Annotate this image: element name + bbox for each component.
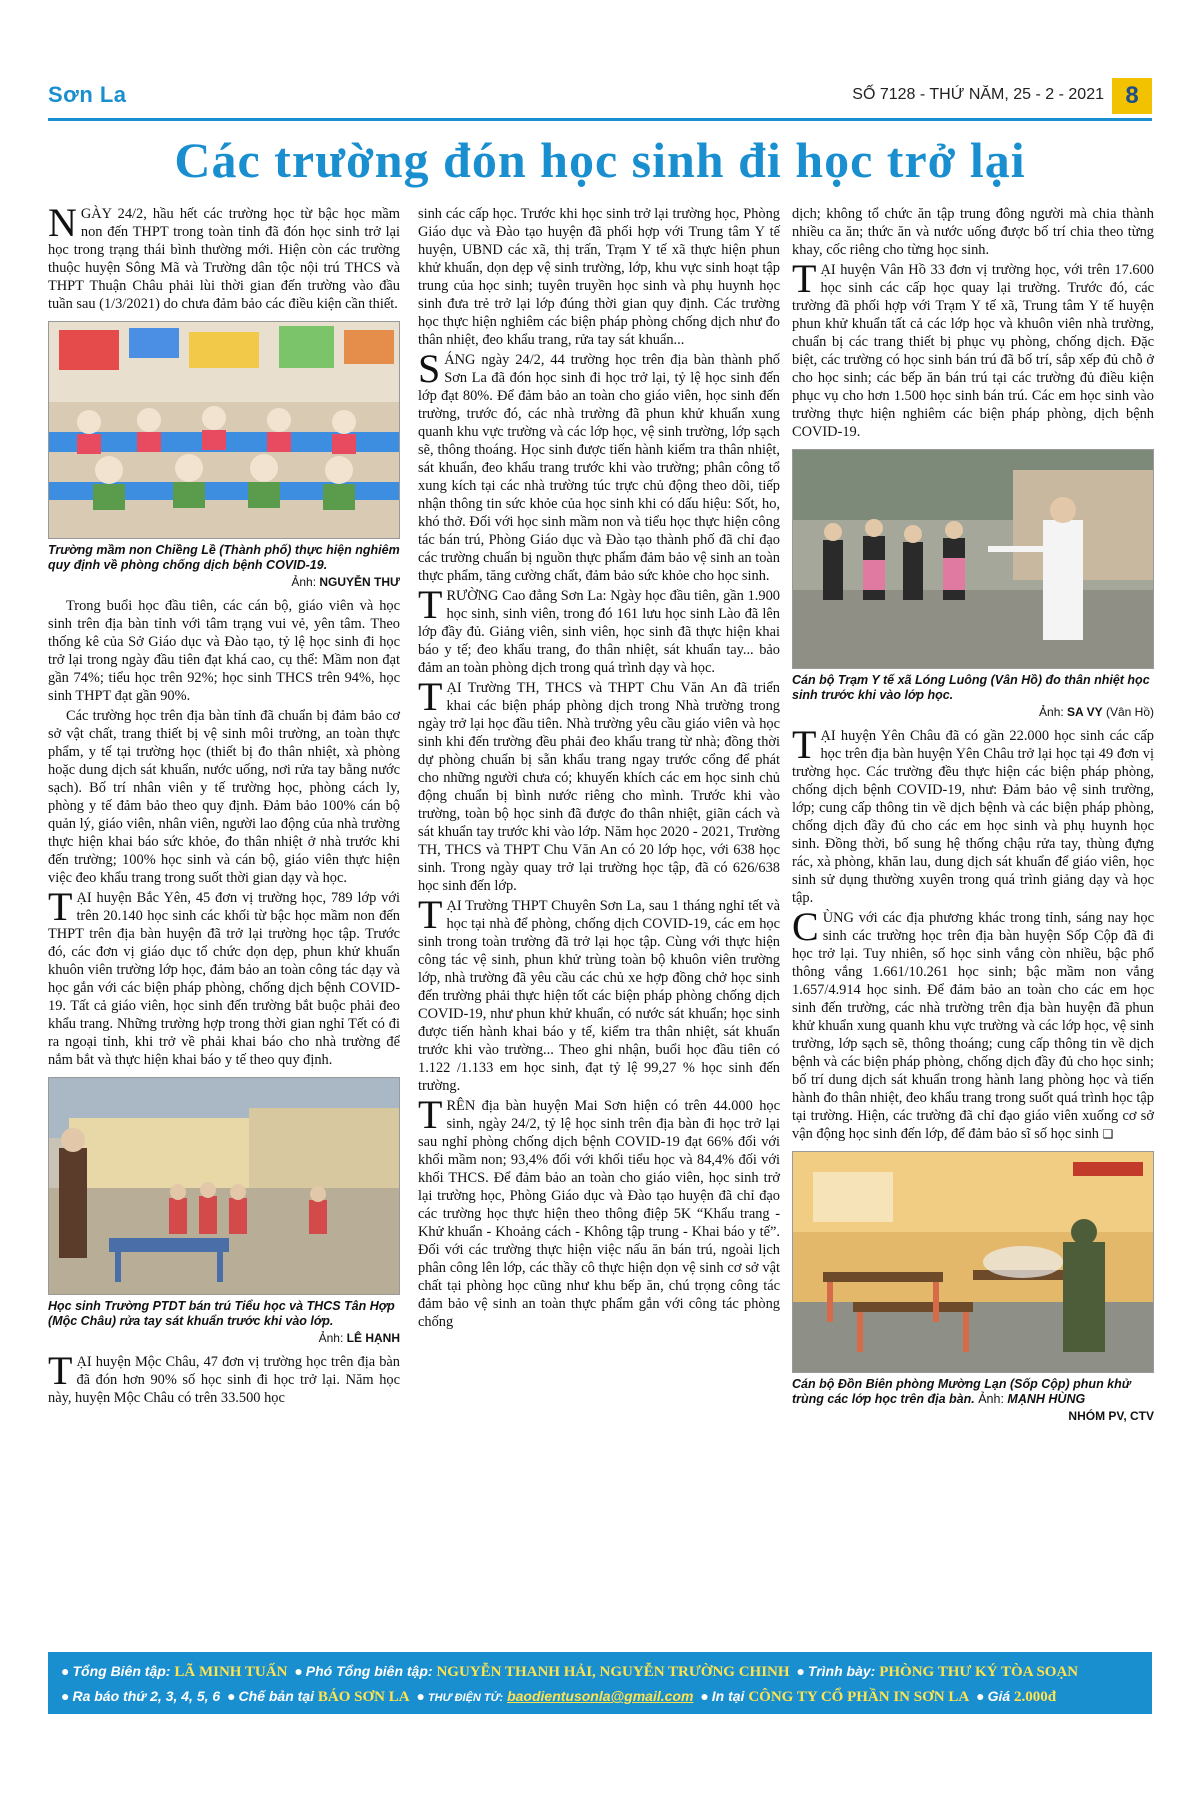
drop-cap: T [418,674,443,719]
drop-cap: T [48,884,73,929]
article-column-2 [418,205,780,1333]
credit-name: LÊ HẠNH [346,1331,400,1345]
paragraph-text: ẠI Trường THPT Chuyên Sơn La, sau 1 tháng nghỉ tết và học tại nhà để phòng, chống dịch COVID-19, các em học sinh trong toàn trường đã trở lại học tập. Cùng với thực hiện công tác vệ sinh, phun khử trùng toàn bộ khuôn viên trường lớp, nhà trường đã yêu cầu các chủ xe hợp đồng chở học sinh đến trường phải thực hiện tốt các biện pháp phòng chống dịch COVID-19, như phun khử khuẩn, có nước sát khuẩn; học sinh được tiến hành khai báo y tế, kiểm tra thân nhiệt, sát khuẩn trước khi vào trường... Theo ghi nhận, buổi học đầu tiên có 1.122 /1.133 em học sinh, đạt tỷ lệ 99,27 % học sinh đến trường. [418,898,780,1094]
footer-row-2: ● Ra báo thứ 2, 3, 4, 5, 6 ● Chế bản tại BÁO SƠN LA ● THƯ ĐIỆN TỬ: baodientusonla@gmail.com ● In tại CÔNG TY CỔ PHẦN IN SƠN LA ● Giá 2.000đ [61,1688,1057,1705]
intro-text: GÀY 24/2, hầu hết các trường học từ bậc học mầm non đến THPT trong toàn tỉnh đã đón học sinh trở lại học trong trạng thái bình thường mới. Hiện còn các trường thuộc huyện Sông Mã và Trường dân tộc nội trú THCS và THPT Thuận Châu phải lùi thời gian đến trường vào đầu tuần sau (1/3/2021) do chưa đảm bảo các điều kiện cần thiết. [48,206,400,312]
drop-cap: T [48,1348,73,1393]
credit-name: NGUYỄN THƯ [319,575,400,589]
paragraph-text: ẠI huyện Mộc Châu, 47 đơn vị trường học trên địa bàn đã đón hơn 90% số học sinh đi học trở lại. Năm học này, huyện Mộc Châu có trên 33.500 học [48,1354,400,1406]
paragraph-text: ẠI huyện Vân Hồ 33 đơn vị trường học, với trên 17.600 học sinh các cấp học quay lại trường. Trước đó, các trường đã phối hợp với Trạm Y tế xã, Trung tâm Y tế huyện phun khử khuẩn tất cả các lớp học và khuôn viên nhà trường, chuẩn bị các trang thiết bị phục vụ phòng, chống dịch. Đặc biệt, các trường có học sinh bán trú đã bố trí, sắp xếp đủ chỗ ở cho học sinh; các bếp ăn bán trú tại các trường đủ điều kiện phục vụ cho hơn 1.500 học sinh bán trú. Các em học sinh vào trường thực hiện nghiêm các biện pháp phòng, dịch bệnh COVID-19. [792,262,1154,440]
paragraph-text: ẠI huyện Yên Châu đã có gần 22.000 học sinh các cấp học trên địa bàn huyện Yên Châu trở lại học tại 49 đơn vị trường học. Các trường đều thực hiện các biện pháp phòng, chống dịch bệnh COVID-19, như: Đảm bảo vệ sinh trường, lớp; cung cấp thông tin về dịch bệnh và các biện pháp phòng, chống dịch đầy đủ cho các em học sinh và phụ huynh học sinh. Đồng thời, bố sung hệ thống chậu rửa tay, thùng đựng rác, xà phòng, khăn lau, dung dịch sát khuẩn để giáo viên, học sinh sử dụng thường xuyên trong quá trình giảng dạy và học tập. [792,728,1154,906]
paragraph-text: RÊN địa bàn huyện Mai Sơn hiện có trên 44.000 học sinh, ngày 24/2, tỷ lệ học sinh trên địa bàn đi học trở lại sau nghỉ phòng chống dịch bệnh COVID-19 đạt 66% đối với khối mầm non; 93,4% đối với khối tiểu học và 84,4% đối với khối THCS. Để đảm bảo an toàn cho giáo viên, học sinh trở lại trường học, Phòng Giáo dục và Đào tạo huyện đã chỉ đạo các trường học thực hiện theo thông điệp 5K “Khẩu trang - Khử khuẩn - Khoảng cách - Không tập trung - Khai báo y tế”. Đối với các trường thực hiện việc nấu ăn bán trú, ngoài lịch phân công lên lớp, các thầy cô thực hiện dọn vệ sinh cơ sở vật chất tại phòng học cũng như khu bếp ăn, chú trọng công tác đảm bảo vệ sinh an toàn thực phẩm gắn với công tác phòng chống [418,1098,780,1330]
end-mark: ❑ [1102,1127,1114,1141]
intro-paragraph [48,200,400,313]
masthead-footer [48,1652,1152,1714]
price-label: Giá [987,1688,1011,1704]
newspaper-brand: Sơn La [48,82,127,107]
editor-name: LÃ MINH TUẤN [174,1664,288,1680]
layout-label: Trình bày: [807,1663,876,1679]
body-paragraph: Các trường học trên địa bàn tỉnh đã chuẩn bị đảm bảo cơ sở vật chất, trang thiết bị vệ sinh môi trường, an toàn thực phẩm, y tế tại trường học (thiết bị đo thân nhiệt, xà phòng hoặc dung dịch sát khuẩn, nước uống, nơi rửa tay bằng nước sạch). Bố trí nhân viên y tế trường học, phòng cách ly, phòng y tế đảm bảo theo quy định. Đảm bảo 100% cán bộ quản lý, giáo viên, nhân viên, người lao động của nhà trường thực hiện khai báo sức khỏe, đo thân nhiệt ở nhà trước khi đến trường; 100% học sinh và cán bộ, giáo viên thực hiện việc đeo khẩu trang trong suốt thời gian dạy và học. [48,708,400,886]
team-name: NHÓM PV, CTV [1068,1409,1154,1423]
paragraph-text: RƯỜNG Cao đẳng Sơn La: Ngày học đầu tiên, gần 1.900 học sinh, sinh viên, trong đó 161 lưu học sinh Lào đã lên lớp đầy đủ. Giảng viên, sinh viên, học sinh đã thực hiện khai báo y tế; đeo khẩu trang, đo thân nhiệt, sát khuẩn tay... bảo đảm an toàn phòng dịch trong quá trình dạy và học. [418,588,780,676]
layout-dept: PHÒNG THƯ KÝ TÒA SOẠN [879,1664,1079,1680]
page-number: 8 [1112,78,1152,114]
photo-caption [792,1377,1154,1407]
body-paragraph [418,1092,780,1331]
body-paragraph [48,1348,400,1407]
temperature-check-photo [792,449,1154,669]
article-column-3 [792,205,1154,1431]
print-label: Chế bản tại [238,1688,315,1704]
body-paragraph [418,582,780,677]
body-paragraph [48,884,400,1069]
paragraph-text: ẠI Trường TH, THCS và THPT Chu Văn An đã triển khai các biện pháp phòng dịch trong Nhà trường trong ngày trở lại học đầu tiên. Nhà trường yêu cầu giáo viên và học sinh khi đến trường đều phải đeo khẩu trang từ nhà; đồng thời dự phòng chuẩn bị sẵn khẩu trang ngay trước cổng để phát cho những người chưa có; khuyến khích các em học sinh chủ động chuẩn bị bình nước riêng cho mình. Trước khi vào trường, toàn bộ học sinh đã được đo thân nhiệt, giãn cách và sát khuẩn tay trước khi vào lớp. Năm học 2020 - 2021, Trường TH, THCS và THPT Chu Văn An có 20 lớp học, với 638 học sinh. Trong ngày quay trở lại trường học tập, đã có 626/638 học sinh đến lớp. [418,680,780,894]
credit-label: Ảnh: [1039,705,1064,719]
drop-cap: T [418,892,443,937]
article-headline: Các trường đón học sinh đi học trở lại [174,132,1026,188]
paragraph-text: ÙNG với các địa phương khác trong tỉnh, sáng nay học sinh các trường học trên địa bàn huyện Sốp Cộp đã đi học trở lại. Tuy nhiên, số học sinh vắng còn nhiều, bậc phổ thông vắng 1.661/10.261 học sinh; bậc mầm non vắng 1.657/4.914 học sinh. Để đảm bảo an toàn cho các em học sinh đến trường, các nhà trường trên địa bàn huyện đã phun khử khuẩn xung quanh khu vực trường và các lớp học, vệ sinh trường, lớp sạch sẽ, thông thoáng; cung cấp thông tin về dịch bệnh và các biện pháp phòng, chống dịch đầy đủ cho học sinh; bố trí dung dịch sát khuẩn trong hành lang phòng học và tiến hành đo thân nhiệt, đeo khẩu trang trong suốt quá trình học tập tại trường. Hiện, các trường đã chỉ đạo giáo viên xuống cơ sở vận động học sinh đến lớp, để đảm bảo sĩ số học sinh [792,910,1154,1142]
header-divider [48,118,1152,121]
credit-suffix: (Vân Hồ) [1105,705,1154,719]
disinfection-illustration [793,1152,1154,1373]
credit-name: MẠNH HÙNG [1007,1392,1086,1406]
classroom-illustration [49,322,400,539]
photo-credit [792,703,1154,721]
body-paragraph [792,722,1154,907]
schoolyard-handwash-photo [48,1077,400,1295]
schedule-label: Ra báo thứ 2, 3, 4, 5, 6 [72,1688,221,1704]
body-paragraph: sinh các cấp học. Trước khi học sinh trở lại trường học, Phòng Giáo dục và Đào tạo huyện đã phối hợp với Trung tâm Y tế huyện, UBND các xã, thị trấn, Trạm Y tế xã thực hiện phun khử khuẩn, dọn dẹp vệ sinh trường, lớp, khu vực sinh hoạt tập trung của học sinh; tuyên truyền học sinh và phụ huynh học sinh đưa trẻ trở lại lớp đúng thời gian quy định. Các trường học thực hiện nghiêm các biện pháp phòng chống dịch như đo thân nhiệt, đeo khẩu trang, rửa tay sát khuẩn... [418,206,780,348]
printer-name: CÔNG TY CỔ PHẦN IN SƠN LA [748,1689,970,1705]
paragraph-text: ÁNG ngày 24/2, 44 trường học trên địa bàn thành phố Sơn La đã đón học sinh đi học trở lại, tỷ lệ học sinh đến lớp đạt 80%. Để đảm bảo an toàn cho giáo viên, học sinh đến trường, trước đó, các nhà trường đã phun khử khuẩn xung quanh khu vực trường và các lớp học, vệ sinh trường, lớp sạch sẽ, thông thoáng. Học sinh được tiến hành kiểm tra thân nhiệt, sát khuẩn, đeo khẩu trang trước khi vào trường; phân công tổ xung kích tại các nhà trường túc trực chủ động theo dõi, tiếp nhận thông tin sức khỏe của học sinh khi có dấu hiệu: Sốt, ho, khó thở. Đối với học sinh mầm non và tiểu học thực hiện công tác bán trú, Phòng Giáo dục và Đào tạo thành phố đã chỉ đạo các trường chuẩn bị nguồn thực phẩm đảm bảo vệ sinh an toàn thực phẩm, tăng cường chất, đảm bảo sức khỏe cho học sinh. [418,352,780,584]
reporter-team [792,1407,1154,1425]
print-location: BÁO SƠN LA [317,1689,410,1705]
price-value: 2.000đ [1014,1689,1057,1705]
temperature-check-illustration [793,450,1154,669]
drop-cap: T [418,582,443,627]
issue-info: SỐ 7128 - THỨ NĂM, 25 - 2 - 2021 [852,86,1104,103]
body-paragraph: Trong buổi học đầu tiên, các cán bộ, giáo viên và học sinh trên địa bàn tỉnh với tâm trạng vui vẻ, yên tâm. Theo thống kê của Sở Giáo dục và Đào tạo, tỷ lệ học sinh đi học trở lại trong ngày đầu tiên đạt khá cao, cụ thể: Mầm non đạt gần 74%; tiểu học trên 92%; học sinh THCS trên 94%, học sinh THPT đạt gần 90%. [48,598,400,704]
page-header [48,80,1152,114]
drop-cap: S [418,346,441,391]
drop-cap: C [792,904,819,949]
photo-caption: Trường mầm non Chiềng Lề (Thành phố) thực hiện nghiêm quy định về phòng chống dịch bệnh COVID-19. [48,543,400,572]
email-link[interactable]: baodientusonla@gmail.com [507,1688,694,1704]
article-column-1 [48,200,400,1409]
credit-label: Ảnh: [318,1331,344,1345]
disinfection-spraying-photo [792,1151,1154,1373]
footer-row-1: ● Tổng Biên tập: LÃ MINH TUẤN ● Phó Tổng biên tập: NGUYỄN THANH HẢI, NGUYỄN TRƯỜNG CHINH ● Trình bày: PHÒNG THƯ KÝ TÒA SOẠN [61,1663,1079,1680]
caption-text: Cán bộ Đồn Biên phòng Mường Lạn (Sốp Cộp) phun khử trùng các lớp học trên địa bàn. [792,1377,1131,1406]
photo-caption: Học sinh Trường PTDT bán trú Tiểu học và THCS Tân Hợp (Mộc Châu) rửa tay sát khuẩn trước khi vào lớp. [48,1299,395,1328]
credit-label: Ảnh: [291,575,317,589]
body-paragraph [792,256,1154,441]
email-label: THƯ ĐIỆN TỬ: [427,1692,504,1704]
photo-credit [48,573,400,591]
photo-credit [48,1329,400,1347]
photo-caption: Cán bộ Trạm Y tế xã Lóng Luông (Vân Hồ) đo thân nhiệt học sinh trước khi vào lớp học. [792,673,1150,702]
printer-label: In tại [711,1688,745,1704]
body-paragraph [792,904,1154,1143]
paragraph-text: ẠI huyện Bắc Yên, 45 đơn vị trường học, 789 lớp với trên 20.140 học sinh các khối từ bậc học mầm non đến THPT trên địa bàn huyện đã trở lại trường học tập. Trước đó, các đơn vị giáo dục tổ chức dọn dẹp, phun khử khuẩn khuôn viên trường lớp học, đảm bảo an toàn công tác dạy và học gắn với các biện pháp phòng, chống dịch bệnh COVID-19. Tất cả giáo viên, học sinh đến trường bắt buộc phải đeo khẩu trang. Những trường hợp trong thời gian nghỉ Tết có đi ra ngoại tỉnh, khi trở về phải khai báo cho nhà trường để nắm bắt và thực hiện khai báo y tế theo quy định. [48,890,400,1068]
deputy-names: NGUYỄN THANH HẢI, NGUYỄN TRƯỜNG CHINH [436,1664,790,1680]
classroom-kindergarten-photo [48,321,400,539]
drop-cap: T [418,1092,443,1137]
schoolyard-illustration [49,1078,400,1295]
body-paragraph [418,674,780,895]
body-paragraph: dịch; không tổ chức ăn tập trung đông người mà chia thành nhiều ca ăn; thức ăn và nước uống được bố trí chia theo từng khay, cốc riêng cho từng học sinh. [792,206,1154,258]
body-paragraph [418,892,780,1095]
drop-cap: T [792,256,817,301]
drop-cap: T [792,722,817,767]
body-paragraph [418,346,780,585]
credit-name: SA VY [1067,705,1103,719]
editor-label: Tổng Biên tập: [72,1663,171,1679]
credit-label: Ảnh: [978,1392,1004,1406]
deputy-label: Phó Tổng biên tập: [305,1663,433,1679]
drop-cap: N [48,200,77,245]
